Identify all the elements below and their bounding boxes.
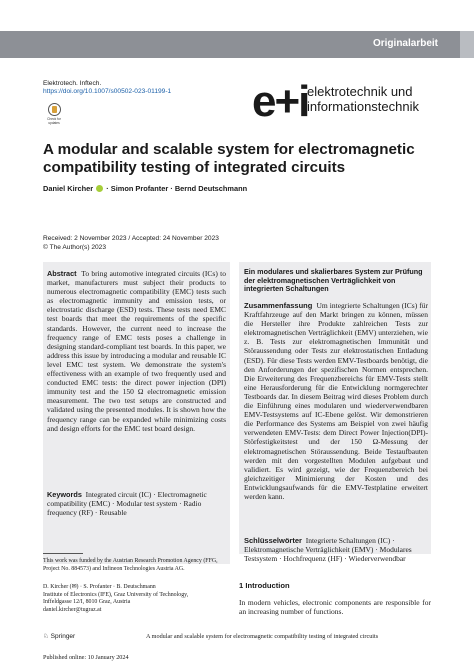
author-deutschmann[interactable]: Bernd Deutschmann [174, 184, 248, 193]
author-separator: · [106, 184, 111, 193]
affiliation-names: D. Kircher (✉) · S. Profanter · B. Deutschmann [43, 584, 156, 590]
section-label: Originalarbeit [372, 38, 438, 49]
affiliation-email[interactable]: daniel.kircher@tugraz.at [43, 607, 102, 614]
abstract-body: To bring automotive integrated circuits (ICs) to market, manufacturers must subject their products to numerous electromagnetic compatibility (EMC) tests such as electromagnetic immunity and emission tests, or electrostatic discharge (ESD) tests. These tests need EMC test boards that meet the requirements of the specific standards. However, the current need to increase the frequency range of EMC tests poses a challenge in designing standard-compliant test boards. In this paper, we address this issue by introducing a modular and reusable IC level EMC test system. We demonstrate the system's effectiveness with an example of two frequently used and conducted EMC tests: the direct power injection (DPI) immunity test and the 150 Ω electromagnetic emission measurement. The two test setups are constructed and validated using the presented modules. It is shown how the frequency range can be expanded while minimizing costs and design efforts for the EMC test board design. [47, 269, 226, 433]
doi-link[interactable]: https://doi.org/10.1007/s00502-023-01199-1 [43, 88, 172, 95]
keywords [47, 490, 226, 517]
german-keywords-heading: Schlüsselwörter [244, 536, 302, 545]
footnote-rule [43, 553, 83, 554]
german-abstract-body: Um integrierte Schaltungen (ICs) für Kraftfahrzeuge auf den Markt bringen zu können, müssen die Hersteller ihre Produkte zahlreichen Tests zur elektromagnetischen Verträglichkeit (EMV) unterziehen, wie z. B. Tests zur elektromagnetischen Immunität und Störaussendung oder Tests zur elektrostatischen Entladung (ESD). Für diese Tests werden EMV-Testboards benötigt, die den Anforderungen der spezifischen Normen entsprechen. Die Erweiterung des Frequenzbereichs für EMV-Tests stellt eine Herausforderung für die Entwicklung normgerechter Testboards dar. In diesem Beitrag wird dieses Problem durch die Einführung eines modularen und wiederverwendbaren EMV-Testsystems auf IC-Ebene gelöst. Wir demonstrieren die Performance des Systems am Beispiel von zwei häufig verwendeten EMV-Tests: dem Direct Power Injection(DPI)-Störfestigkeitstest und der 150 Ω-Messung der elektromagnetischen Störaussendung. Beide Testaufbauten werden mit den vorgestellten Modulen aufgebaut und validiert. Es wird gezeigt, wie der Frequenzbereich bei gleichzeitiger Minimierung der Kosten und des Entwicklungsaufwands für die EMV-Testplatine erweitert werden kann. [244, 301, 428, 501]
orcid-icon[interactable] [96, 185, 103, 192]
check-for-updates-badge[interactable] [43, 103, 65, 127]
german-keywords-list: Integrierte Schaltungen (IC) · Elektromagnetische Verträglichkeit (EMV) · Modulares Testsystem · Hochfrequenz (HF) · Wiederverwendbar [244, 536, 412, 564]
german-keywords [244, 536, 428, 563]
affiliation-address: Inffeldgasse 12/I, 8010 Graz, Austria [43, 599, 131, 606]
title-line-1: A modular and scalable system for electromagnetic [43, 141, 415, 158]
springer-icon: ♘ [43, 633, 51, 640]
received-dates [43, 234, 219, 252]
copyright-line: © The Author(s) 2023 [43, 244, 107, 251]
introduction-text: In modern vehicles, electronic components are responsible for an increasing number of functions. [239, 598, 431, 617]
affiliation [43, 584, 230, 615]
published-date: Published online: 10 January 2024 [43, 654, 129, 661]
affiliation-institute: Institute of Electronics (IFE), Graz University of Technology, [43, 591, 189, 598]
german-abstract-heading: Zusammenfassung [244, 301, 313, 310]
keywords-list: Integrated circuit (IC) · Electromagnetic compatibility (EMC) · Modular test system · Radio frequency (RF) · Reusable [47, 490, 207, 518]
logo-line-2: informationstechnik [307, 99, 419, 114]
abstract [47, 269, 226, 433]
author-kircher[interactable]: Daniel Kircher [43, 184, 94, 193]
running-title: A modular and scalable system for electromagnetic compatibility testing of integrated circuits [146, 633, 379, 640]
journal-logo-mark: e+i [252, 77, 309, 126]
updates-label: Check for updates [47, 117, 61, 125]
funding-note: This work was funded by the Austrian Research Promotion Agency (FFG, Project No. 884573) and Infineon Technologies Austria AG. [43, 558, 218, 572]
abstract-heading: Abstract [47, 269, 77, 278]
updates-icon [48, 103, 61, 116]
section-banner [0, 31, 460, 58]
journal-name: Elektrotech. Inftech. [43, 80, 102, 87]
logo-line-1: elektrotechnik und [307, 84, 413, 99]
journal-logo-text [307, 84, 419, 114]
title-line-2: compatibility testing of integrated circuits [43, 159, 346, 176]
keywords-heading: Keywords [47, 490, 82, 499]
german-title: Ein modulares und skalierbares System zur Prüfung der elektromagnetischen Verträglichkeit von integrierten Schaltungen [244, 267, 423, 294]
publisher-logo [43, 632, 75, 640]
author-profanter[interactable]: Simon Profanter [110, 184, 169, 193]
article-title [43, 141, 433, 177]
german-abstract [244, 301, 428, 501]
received-line: Received: 2 November 2023 / Accepted: 24 November 2023 [43, 235, 219, 242]
banner-edge-tab [460, 31, 474, 58]
author-list [43, 184, 247, 193]
section-heading-introduction: 1 Introduction [239, 581, 290, 590]
publisher-name: Springer [50, 633, 76, 640]
author-separator: · [170, 184, 175, 193]
